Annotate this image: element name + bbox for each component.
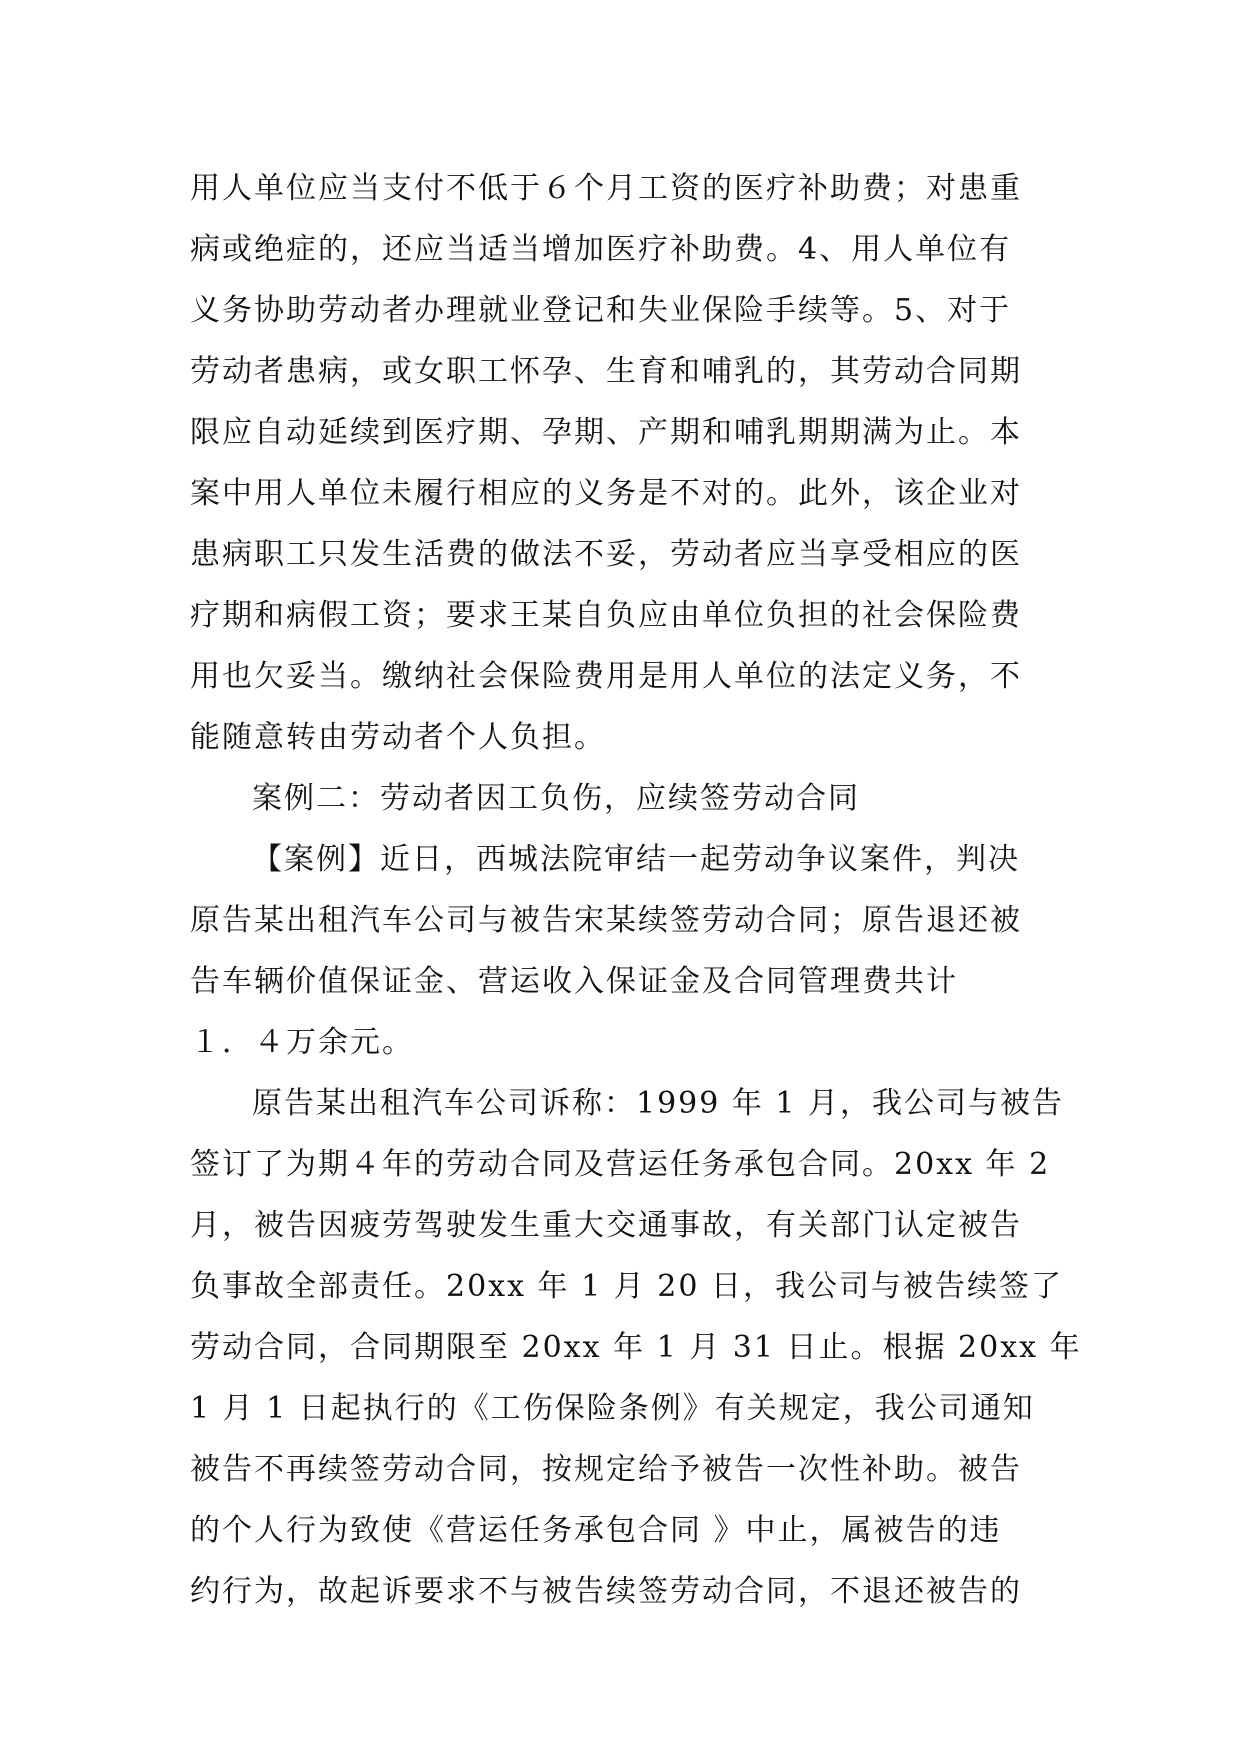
text-line: 负事故全部责任。20xx 年 1 月 20 日，我公司与被告续签了 [190,1269,1063,1304]
text-line: 签订了为期４年的劳动合同及营运任务承包合同。20xx 年 2 [190,1147,1051,1182]
section-heading-case-2: 案例二：劳动者因工负伤，应续签劳动合同 [252,781,860,816]
text-line: 限应自动延续到医疗期、孕期、产期和哺乳期期满为止。本 [190,415,1022,450]
text-line: 疗期和病假工资；要求王某自负应由单位负担的社会保险费 [190,598,1022,633]
text-line: 被告不再续签劳动合同，按规定给予被告一次性补助。被告 [190,1452,1022,1487]
paragraph-3 [190,1073,1082,1622]
text-line: 1 月 1 日起执行的《工伤保险条例》有关规定，我公司通知 [190,1391,1035,1426]
text-line: 告车辆价值保证金、营运收入保证金及合同管理费共计 [190,964,958,999]
text-line: 病或绝症的，还应当适当增加医疗补助费。4、用人单位有 [190,232,1012,267]
text-line: 用也欠妥当。缴纳社会保险费用是用人单位的法定义务，不 [190,659,1022,694]
text-line: 案中用人单位未履行相应的义务是不对的。此外，该企业对 [190,476,1022,511]
document-body [190,158,1082,1622]
text-line: 能随意转由劳动者个人负担。 [190,720,606,755]
text-line: 义务协助劳动者办理就业登记和失业保险手续等。5、对于 [190,293,1012,328]
text-line: 劳动合同，合同期限至 20xx 年 1 月 31 日止。根据 20xx 年 [190,1330,1082,1365]
text-line: 劳动者患病，或女职工怀孕、生育和哺乳的，其劳动合同期 [190,354,1022,389]
text-line: 约行为，故起诉要求不与被告续签劳动合同，不退还被告的 [190,1574,1022,1609]
paragraph-1 [190,158,1060,768]
paragraph-2 [190,829,1060,1073]
text-line: １．４万余元。 [190,1025,414,1060]
text-line: 月，被告因疲劳驾驶发生重大交通事故，有关部门认定被告 [190,1208,1022,1243]
text-line: 原告某出租汽车公司与被告宋某续签劳动合同；原告退还被 [190,903,1022,938]
text-line: 的个人行为致使《营运任务承包合同 》中止，属被告的违 [190,1513,1002,1548]
text-line: 【案例】近日，西城法院审结一起劳动争议案件，判决 [252,842,1020,877]
text-line: 用人单位应当支付不低于６个月工资的医疗补助费；对患重 [190,171,1022,206]
text-line: 患病职工只发生活费的做法不妥，劳动者应当享受相应的医 [190,537,1022,572]
text-line: 原告某出租汽车公司诉称：1999 年 1 月，我公司与被告 [252,1086,1065,1121]
